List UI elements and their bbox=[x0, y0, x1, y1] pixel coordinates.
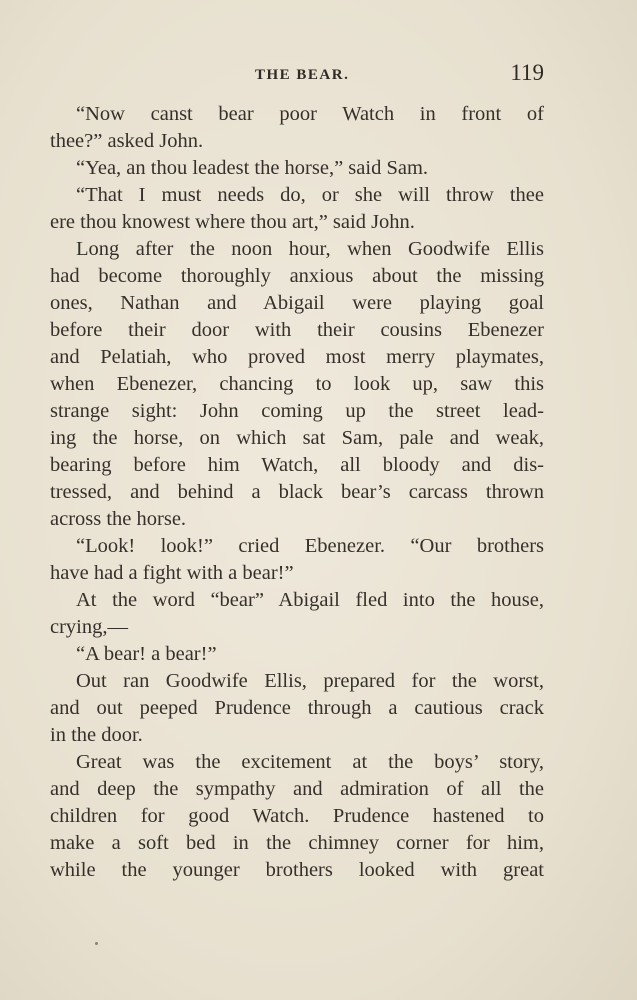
text-line: and out peeped Prudence through a cautious crack bbox=[50, 697, 544, 719]
text-line: “A bear! a bear!” bbox=[76, 643, 217, 665]
text-line: “That I must needs do, or she will throw thee bbox=[76, 184, 544, 206]
text-line: in the door. bbox=[50, 724, 143, 746]
text-line: tressed, and behind a black bear’s carcass thrown bbox=[50, 481, 544, 503]
text-line: crying,— bbox=[50, 616, 128, 638]
text-line: and Pelatiah, who proved most merry playmates, bbox=[50, 346, 544, 368]
page-number: 119 bbox=[510, 60, 544, 85]
text-line: “Now canst bear poor Watch in front of bbox=[76, 103, 544, 125]
text-line: before their door with their cousins Ebenezer bbox=[50, 319, 544, 341]
text-line: “Look! look!” cried Ebenezer. “Our brothers bbox=[76, 535, 544, 557]
page-header bbox=[50, 60, 544, 90]
text-line: “Yea, an thou leadest the horse,” said Sam. bbox=[76, 157, 429, 179]
body-text bbox=[50, 101, 544, 884]
text-line: ere thou knowest where thou art,” said John. bbox=[50, 211, 415, 233]
text-line: across the horse. bbox=[50, 508, 187, 530]
text-line: ones, Nathan and Abigail were playing goal bbox=[50, 292, 544, 314]
text-line: thee?” asked John. bbox=[50, 130, 204, 152]
text-line: Great was the excitement at the boys’ story, bbox=[76, 751, 544, 773]
paper-speck bbox=[95, 942, 98, 945]
text-line: bearing before him Watch, all bloody and dis- bbox=[50, 454, 544, 476]
text-line: At the word “bear” Abigail fled into the house, bbox=[76, 589, 544, 611]
text-line: make a soft bed in the chimney corner for him, bbox=[50, 832, 544, 854]
running-head: THE BEAR. bbox=[255, 67, 350, 83]
text-line: have had a fight with a bear!” bbox=[50, 562, 294, 584]
text-line: when Ebenezer, chancing to look up, saw this bbox=[50, 373, 544, 395]
text-line: while the younger brothers looked with great bbox=[50, 859, 544, 881]
text-line: had become thoroughly anxious about the missing bbox=[50, 265, 544, 287]
text-line: Long after the noon hour, when Goodwife Ellis bbox=[76, 238, 544, 260]
text-line: children for good Watch. Prudence hastened to bbox=[50, 805, 544, 827]
text-line: ing the horse, on which sat Sam, pale and weak, bbox=[50, 427, 544, 449]
text-line: strange sight: John coming up the street lead- bbox=[50, 400, 544, 422]
text-line: Out ran Goodwife Ellis, prepared for the worst, bbox=[76, 670, 544, 692]
text-line: and deep the sympathy and admiration of all the bbox=[50, 778, 544, 800]
